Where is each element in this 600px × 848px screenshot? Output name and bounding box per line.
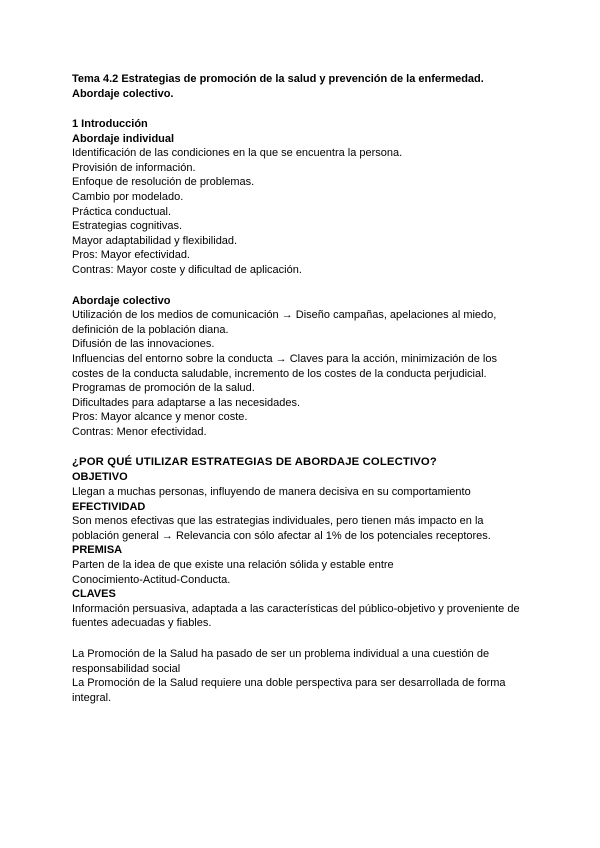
individual-line: Estrategias cognitivas. [72,220,183,233]
efectividad-line: Son menos efectivas que las estrategias individuales, pero tienen más impacto en la [72,515,484,528]
colectivo-line: Pros: Mayor alcance y menor coste. [72,411,248,424]
individual-heading: Abordaje individual [72,132,175,145]
individual-line: Pros: Mayor efectividad. [72,249,190,262]
spacer [72,439,532,455]
claves-line: Información persuasiva, adaptada a las características del público-objetivo y proveniente de [72,602,520,615]
closing-line: La Promoción de la Salud ha pasado de ser un problema individual a una cuestión de [72,648,490,660]
individual-line: Cambio por modelado. [72,190,184,203]
individual-line: Contras: Mayor coste y dificultad de aplicación. [72,263,302,276]
document-page [72,72,532,705]
colectivo-line: definición de la población diana. [72,323,229,336]
colectivo-line: Contras: Menor efectividad. [72,425,207,438]
colectivo-line: Dificultades para adaptarse a las necesidades. [72,396,301,409]
individual-line: Mayor adaptabilidad y flexibilidad. [72,234,238,247]
colectivo-line: Difusión de las innovaciones. [72,338,215,351]
efectividad-line: población general → Relevancia con sólo afectar al 1% de los potenciales receptores. [72,529,491,542]
intro-heading: 1 Introducción [72,118,148,130]
document-title-line-2: Abordaje colectivo. [72,88,174,100]
closing-line: La Promoción de la Salud requiere una doble perspectiva para ser desarrollada de forma [72,677,506,690]
colectivo-line: Utilización de los medios de comunicación → Diseño campañas, apelaciones al miedo, [72,309,497,322]
individual-line: Enfoque de resolución de problemas. [72,176,255,189]
individual-line: Provisión de información. [72,161,196,174]
closing-line: integral. [72,691,112,704]
spacer [72,278,532,294]
objetivo-heading: OBJETIVO [72,471,128,484]
document-title-line-1: Tema 4.2 Estrategias de promoción de la salud y prevención de la enfermedad. [72,73,484,85]
spacer [72,631,532,647]
claves-heading: CLAVES [72,588,116,601]
why-heading: ¿POR QUÉ UTILIZAR ESTRATEGIAS DE ABORDAJE COLECTIVO? [72,456,437,469]
premisa-heading: PREMISA [72,544,123,557]
colectivo-line: Influencias del entorno sobre la conducta → Claves para la acción, minimización de los [72,352,497,365]
closing-line: responsabilidad social [72,662,181,675]
premisa-line: Parten de la idea de que existe una relación sólida y estable entre [72,559,394,572]
colectivo-heading: Abordaje colectivo [72,294,171,307]
colectivo-line: costes de la conducta saludable, incremento de los costes de la conducta perjudicial. [72,367,487,380]
colectivo-line: Programas de promoción de la salud. [72,382,255,395]
individual-line: Práctica conductual. [72,205,172,218]
claves-line: fuentes adecuadas y fiables. [72,617,212,630]
premisa-line: Conocimiento-Actitud-Conducta. [72,573,231,586]
individual-line: Identificación de las condiciones en la que se encuentra la persona. [72,147,403,160]
objetivo-line: Llegan a muchas personas, influyendo de manera decisiva en su comportamiento [72,486,471,499]
spacer [72,102,532,117]
efectividad-heading: EFECTIVIDAD [72,500,146,513]
